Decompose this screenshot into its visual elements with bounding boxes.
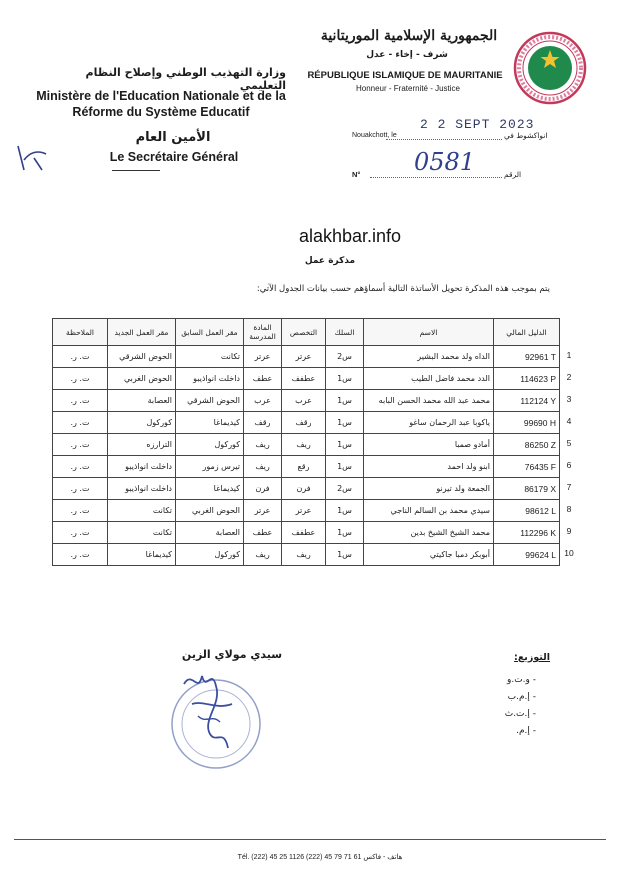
specialty-cell: ريف — [282, 434, 326, 456]
row-number: 3 — [566, 394, 572, 404]
header-financial-id: الدليل المالي — [494, 319, 560, 346]
date-dotted-line — [386, 139, 502, 140]
place-label-arabic: انواكشوط في — [504, 131, 548, 140]
specialty-cell: عطفف — [282, 368, 326, 390]
financial-id-cell: 99690 H — [494, 412, 560, 434]
financial-id-cell: 86250 Z — [494, 434, 560, 456]
name-cell: أمادو صمبا — [364, 434, 494, 456]
row-number: 1 — [566, 350, 572, 360]
name-cell: ياكوبا عبد الرحمان ساغو — [364, 412, 494, 434]
header-previous-post: مقر العمل السابق — [176, 319, 244, 346]
handwritten-number: 0581 — [414, 148, 476, 176]
subject-cell: فرن — [244, 478, 282, 500]
subject-cell: ريف — [244, 544, 282, 566]
note-cell: ت. ر. — [53, 434, 108, 456]
name-cell: محمد عبد الله محمد الحسن البابه — [364, 390, 494, 412]
financial-id-cell: 99624 L — [494, 544, 560, 566]
note-cell: ت. ر. — [53, 456, 108, 478]
place-label-french: Nouakchott, le — [352, 132, 397, 139]
previous-post-cell: الحوض الغربي — [176, 500, 244, 522]
financial-id-cell: 114623 P — [494, 368, 560, 390]
financial-id-cell: 112124 Y — [494, 390, 560, 412]
specialty-cell: فرن — [282, 478, 326, 500]
republic-french: RÉPUBLIQUE ISLAMIQUE DE MAURITANIE — [307, 70, 503, 81]
specialty-cell: عرب — [282, 390, 326, 412]
specialty-cell: عرتر — [282, 346, 326, 368]
corps-cell: س1 — [326, 390, 364, 412]
note-cell: ت. ر. — [53, 368, 108, 390]
motto-french: Honneur - Fraternité - Justice — [355, 84, 461, 93]
new-post-cell: الحوض الغربي — [108, 368, 176, 390]
note-cell: ت. ر. — [53, 390, 108, 412]
signatory-name: سيدي مولاي الزين — [181, 648, 283, 661]
header-name: الاسم — [364, 319, 494, 346]
specialty-cell: عطفف — [282, 522, 326, 544]
note-cell: ت. ر. — [53, 346, 108, 368]
row-number: 5 — [566, 438, 572, 448]
ministry-arabic: وزارة التهذيب الوطني وإصلاح النظام التعليمي — [85, 66, 286, 92]
initials-scribble — [12, 140, 52, 176]
distribution-item: - إ.م.ب — [507, 692, 536, 702]
watermark: alakhbar.info — [298, 226, 402, 246]
subject-cell: عرب — [244, 390, 282, 412]
header-specialty: التخصص — [282, 319, 326, 346]
financial-id-cell: 98612 L — [494, 500, 560, 522]
specialty-cell: ريف — [282, 544, 326, 566]
header-new-post: مقر العمل الجديد — [108, 319, 176, 346]
name-cell: الداه ولد محمد البشير — [364, 346, 494, 368]
new-post-cell: الترارزه — [108, 434, 176, 456]
previous-post-cell: كوركول — [176, 544, 244, 566]
motto-arabic: شرف - إخاء - عدل — [366, 50, 448, 60]
note-cell: ت. ر. — [53, 412, 108, 434]
name-cell: أبوبكر دمبا جاكيتي — [364, 544, 494, 566]
financial-id-cell: 112296 K — [494, 522, 560, 544]
subject-cell: عرتر — [244, 346, 282, 368]
header-subject: المادة المدرسة — [244, 319, 282, 346]
number-label-arabic: الرقم — [504, 170, 522, 179]
distribution-item: - إ.ت.ث — [504, 709, 536, 719]
table-row — [53, 522, 560, 544]
table-row — [53, 346, 560, 368]
header-note: الملاحظة — [53, 319, 108, 346]
table-row — [53, 390, 560, 412]
distribution-list — [470, 672, 536, 740]
corps-cell: س2 — [326, 478, 364, 500]
row-number: 10 — [564, 548, 574, 558]
footer-contact: Tél. (222) 45 25 1126 هاتف - فاكس 61 71 79 45 (222) — [237, 854, 403, 861]
ministry-french: Ministère de l'Education Nationale et de la Réforme du Système Educatif — [36, 89, 286, 119]
previous-post-cell: الحوض الشرقي — [176, 390, 244, 412]
subject-cell: ريف — [244, 456, 282, 478]
number-label-french: N° — [352, 170, 361, 179]
previous-post-cell: كوركول — [176, 434, 244, 456]
row-number: 6 — [566, 460, 572, 470]
new-post-cell: كوركول — [108, 412, 176, 434]
new-post-cell: كيديماغا — [108, 544, 176, 566]
new-post-cell: تكانت — [108, 522, 176, 544]
row-number: 7 — [566, 482, 572, 492]
secretary-general-arabic: الأمين العام — [135, 130, 211, 145]
specialty-cell: عرتر — [282, 500, 326, 522]
specialty-cell: رقف — [282, 412, 326, 434]
financial-id-cell: 92961 T — [494, 346, 560, 368]
republic-arabic: الجمهورية الإسلامية الموريتانية — [320, 28, 498, 44]
memo-intro: يتم بموجب هذه المذكرة تحويل الأساتذة التالية أسماؤهم حسب بيانات الجدول الآتي: — [256, 284, 550, 294]
row-number: 8 — [566, 504, 572, 514]
new-post-cell: العصابة — [108, 390, 176, 412]
header-corps: السلك — [326, 319, 364, 346]
note-cell: ت. ر. — [53, 522, 108, 544]
row-number: 9 — [566, 526, 572, 536]
distribution-title: التوزيع: — [514, 652, 550, 663]
name-cell: الدد محمد فاضل الطيب — [364, 368, 494, 390]
number-dotted-line — [370, 177, 502, 178]
corps-cell: س1 — [326, 412, 364, 434]
table-row — [53, 412, 560, 434]
underline-divider — [112, 170, 160, 171]
national-emblem-icon — [512, 30, 588, 106]
financial-id-cell: 86179 X — [494, 478, 560, 500]
date-stamp: 2 2 SEPT 2023 — [420, 117, 535, 132]
table-row — [53, 500, 560, 522]
row-number: 4 — [566, 416, 572, 426]
corps-cell: س1 — [326, 368, 364, 390]
table-header-row — [53, 319, 560, 346]
name-cell: سيدي محمد بن السالم الناجي — [364, 500, 494, 522]
previous-post-cell: تكانت — [176, 346, 244, 368]
note-cell: ت. ر. — [53, 500, 108, 522]
transfer-table — [52, 318, 560, 566]
table-row — [53, 434, 560, 456]
previous-post-cell: كيديماغا — [176, 478, 244, 500]
row-number: 2 — [566, 372, 572, 382]
table-row — [53, 368, 560, 390]
secretary-general-french: Le Secrétaire Général — [109, 150, 239, 164]
name-cell: الجمعة ولد تيرنو — [364, 478, 494, 500]
new-post-cell: داخلت انواذيبو — [108, 478, 176, 500]
corps-cell: س1 — [326, 500, 364, 522]
footer-divider — [14, 839, 606, 840]
table-row — [53, 544, 560, 566]
corps-cell: س1 — [326, 544, 364, 566]
subject-cell: ريف — [244, 434, 282, 456]
corps-cell: س1 — [326, 522, 364, 544]
subject-cell: عطف — [244, 368, 282, 390]
distribution-item: - و.ت.و — [507, 675, 536, 685]
official-seal-and-signature — [132, 664, 282, 772]
distribution-item: - إ.م. — [516, 726, 536, 736]
specialty-cell: رقع — [282, 456, 326, 478]
subject-cell: عرتر — [244, 500, 282, 522]
previous-post-cell: تيرس زمور — [176, 456, 244, 478]
row-numbers — [561, 344, 577, 564]
new-post-cell: الحوض الشرقي — [108, 346, 176, 368]
name-cell: ابنو ولد احمد — [364, 456, 494, 478]
subject-cell: رقف — [244, 412, 282, 434]
financial-id-cell: 76435 F — [494, 456, 560, 478]
corps-cell: س1 — [326, 434, 364, 456]
name-cell: محمد الشيخ الشيخ بدين — [364, 522, 494, 544]
table-row — [53, 456, 560, 478]
new-post-cell: داخلت انواذيبو — [108, 456, 176, 478]
new-post-cell: تكانت — [108, 500, 176, 522]
corps-cell: س1 — [326, 456, 364, 478]
subject-cell: عطف — [244, 522, 282, 544]
previous-post-cell: داخلت انواذيبو — [176, 368, 244, 390]
table-row — [53, 478, 560, 500]
previous-post-cell: العصابة — [176, 522, 244, 544]
note-cell: ت. ر. — [53, 544, 108, 566]
memo-title: مذكرة عمل — [304, 256, 356, 266]
corps-cell: س2 — [326, 346, 364, 368]
note-cell: ت. ر. — [53, 478, 108, 500]
previous-post-cell: كيديماغا — [176, 412, 244, 434]
